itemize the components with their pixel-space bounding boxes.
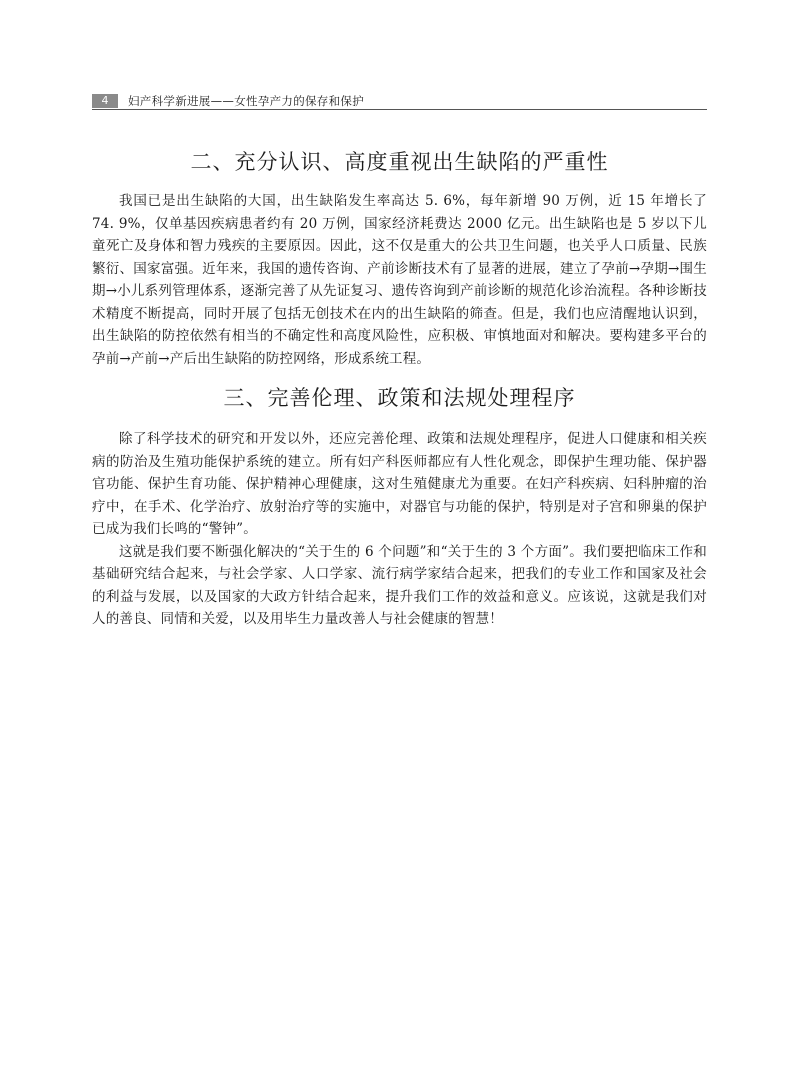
running-title: 妇产科学新进展——女性孕产力的保存和保护 — [128, 94, 364, 108]
page-number: 4 — [92, 94, 118, 108]
running-header — [92, 93, 707, 110]
page-body — [92, 140, 707, 631]
paragraph: 这就是我们要不断强化解决的“关于生的 6 个问题”和“关于生的 3 个方面”。我们要把临床工作和基础研究结合起来，与社会学家、人口学家、流行病学家结合起来，把我们的专业工作和国家及社会的利益与发展，以及国家的大政方针结合起来，提升我们工作的效益和意义。应该说，这就是我们对人的善良、同情和关爱，以及用毕生力量改善人与社会健康的智慧！ — [92, 543, 707, 627]
paragraph: 我国已是出生缺陷的大国，出生缺陷发生率高达 5. 6%，每年新增 90 万例，近 15 年增长了 74. 9%，仅单基因疾病患者约有 20 万例，国家经济耗费达 2000 亿元。出生缺陷也是 5 岁以下儿童死亡及身体和智力残疾的主要原因。因此，这不仅是重大的公共卫生问题，也关乎人口质量、民族繁衍、国家富强。近年来，我国的遗传咨询、产前诊断技术有了显著的进展，建立了孕前→孕期→围生期→小儿系列管理体系，逐渐完善了从先证复习、遗传咨询到产前诊断的规范化诊治流程。各种诊断技术精度不断提高，同时开展了包括无创技术在内的出生缺陷的筛查。但是，我们也应清醒地认识到，出生缺陷的防控依然有相当的不确定性和高度风险性，应积极、审慎地面对和解决。要构建多平台的孕前→产前→产后出生缺陷的防控网络，形成系统工程。 — [92, 193, 707, 367]
section-heading-ethics-policy: 三、完善伦理、政策和法规处理程序 — [223, 386, 576, 410]
paragraph: 除了科学技术的研究和开发以外，还应完善伦理、政策和法规处理程序，促进人口健康和相关疾病的防治及生殖功能保护系统的建立。所有妇产科医师都应有人性化观念，即保护生理功能、保护器官功能、保护生育功能、保护精神心理健康，这对生殖健康尤为重要。在妇产科疾病、妇科肿瘤的治疗中，在手术、化学治疗、放射治疗等的实施中，对器官与功能的保护，特别是对子宫和卵巢的保护已成为我们长鸣的“警钟”。 — [92, 431, 707, 537]
section-heading-birth-defects: 二、充分认识、高度重视出生缺陷的严重性 — [190, 150, 609, 174]
